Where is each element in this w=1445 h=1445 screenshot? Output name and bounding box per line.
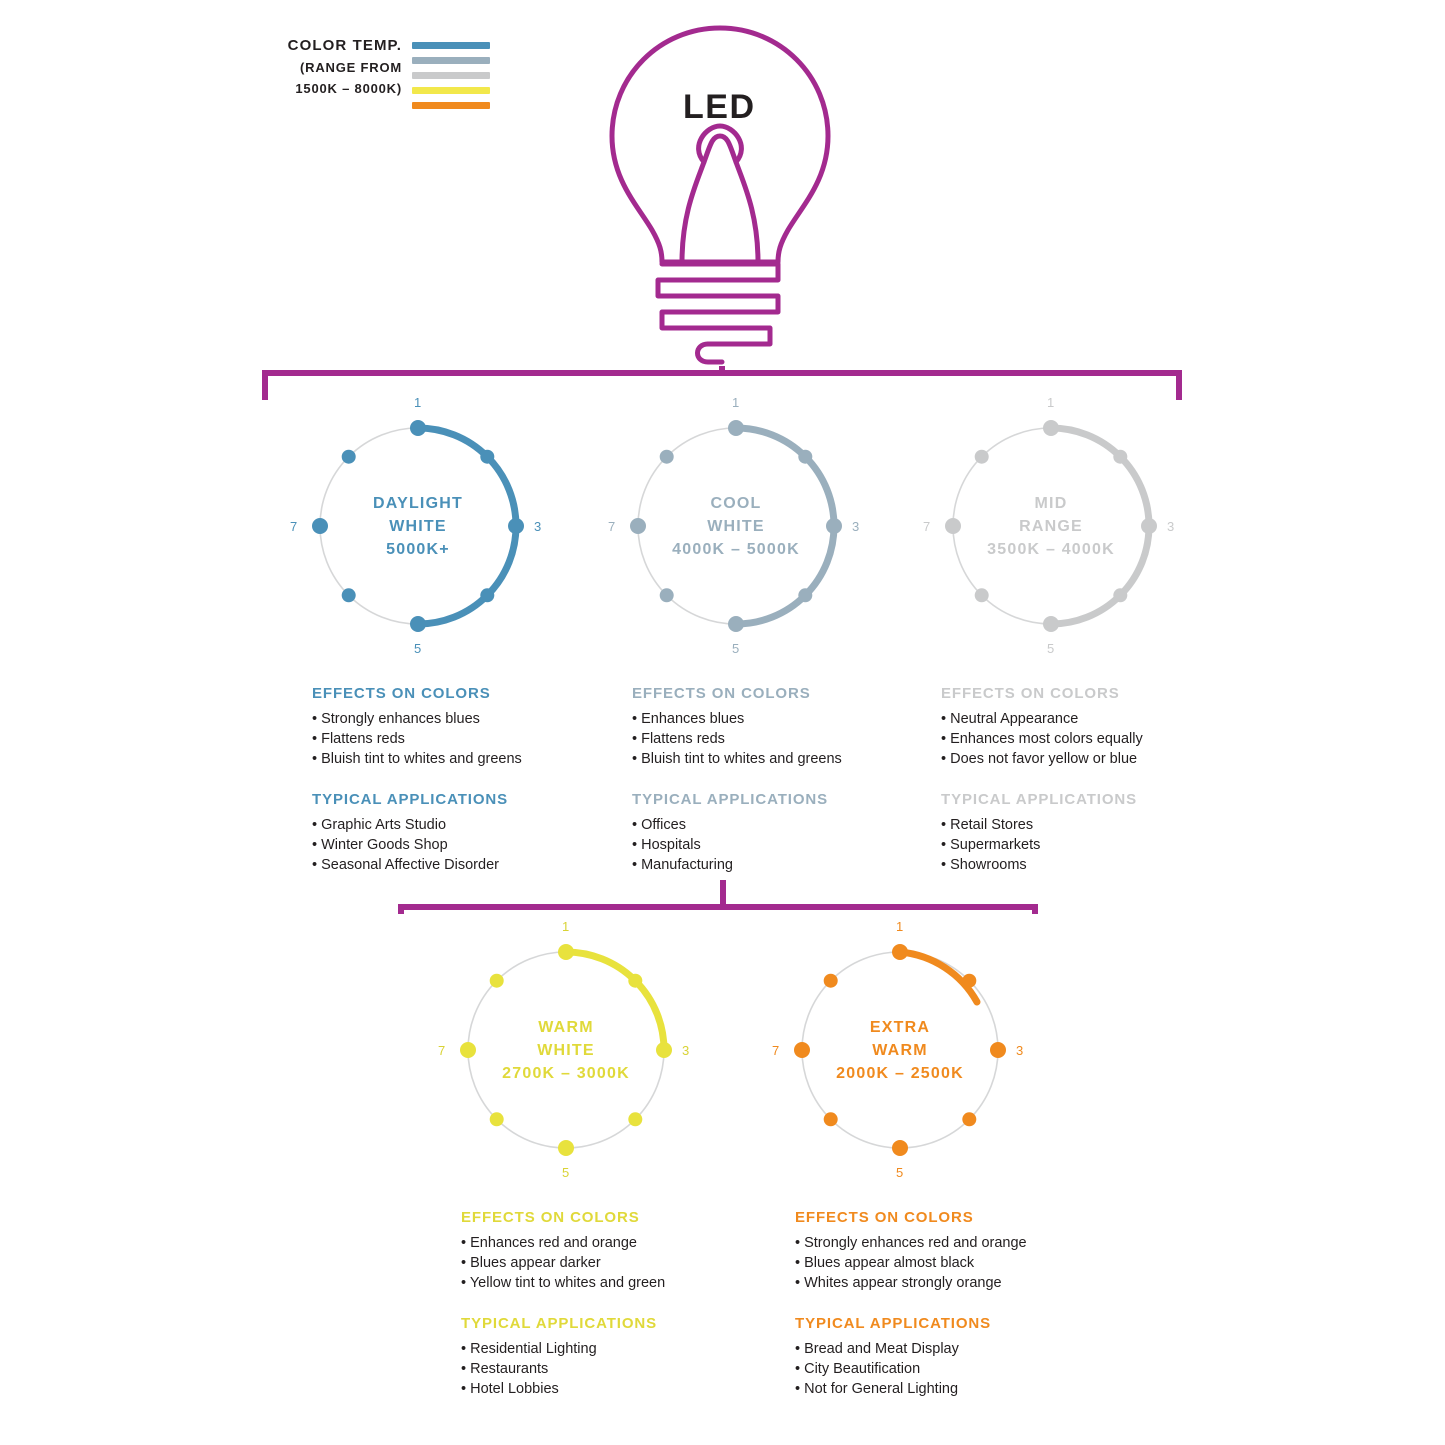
legend-swatch-extra-warm bbox=[412, 102, 490, 109]
dial-tick-7: 7 bbox=[608, 519, 616, 534]
dial-tick-5: 5 bbox=[1047, 641, 1055, 656]
list-item: • Whites appear strongly orange bbox=[795, 1275, 1002, 1291]
textblock-cool-white bbox=[632, 685, 882, 875]
list-item: • Restaurants bbox=[461, 1361, 549, 1377]
dial-tick-3: 3 bbox=[852, 519, 860, 534]
dial-title-line3: 2000K – 2500K bbox=[836, 1064, 964, 1082]
list-item: • Does not favor yellow or blue bbox=[941, 751, 1138, 767]
list-item: • City Beautification bbox=[795, 1361, 921, 1377]
textblock-daylight-white bbox=[312, 685, 562, 875]
effects-list-daylight-white bbox=[312, 709, 562, 769]
list-item: • Showrooms bbox=[941, 857, 1027, 873]
list-item: • Bluish tint to whites and greens bbox=[632, 751, 842, 767]
list-item: • Strongly enhances red and orange bbox=[795, 1235, 1027, 1251]
legend-swatches bbox=[412, 36, 490, 109]
applications-list-cool-white bbox=[632, 815, 882, 875]
list-item: • Flattens reds bbox=[312, 731, 405, 747]
legend-subtitle-line2: 1500K – 8000K) bbox=[295, 81, 402, 96]
legend-swatch-daylight-white bbox=[412, 42, 490, 49]
dial-tick-3: 3 bbox=[682, 1043, 690, 1058]
top-bracket-connector bbox=[262, 366, 1182, 405]
applications-list-mid-range bbox=[941, 815, 1191, 875]
list-item: • Residential Lighting bbox=[461, 1341, 597, 1357]
dial-title-line1: MID bbox=[1034, 494, 1068, 512]
dial-cool-white bbox=[608, 395, 860, 656]
dial-tick-5: 5 bbox=[562, 1165, 570, 1180]
textblock-mid-range bbox=[941, 685, 1191, 875]
list-item: • Bluish tint to whites and greens bbox=[312, 751, 522, 767]
dial-mid-range bbox=[923, 395, 1175, 656]
applications-list-daylight-white bbox=[312, 815, 562, 875]
dial-title-line3: 5000K+ bbox=[386, 540, 450, 558]
dial-tick-3: 3 bbox=[1167, 519, 1175, 534]
dial-title-line2: WHITE bbox=[537, 1041, 595, 1059]
list-item: • Neutral Appearance bbox=[941, 711, 1079, 727]
applications-heading-daylight-white: TYPICAL APPLICATIONS bbox=[312, 791, 509, 808]
list-item: • Graphic Arts Studio bbox=[312, 817, 447, 833]
list-item: • Not for General Lighting bbox=[795, 1381, 959, 1397]
dial-title-line3: 4000K – 5000K bbox=[672, 540, 800, 558]
applications-list-warm-white bbox=[461, 1339, 711, 1399]
dial-title-line1: DAYLIGHT bbox=[373, 494, 463, 512]
list-item: • Yellow tint to whites and green bbox=[461, 1275, 666, 1291]
list-item: • Seasonal Affective Disorder bbox=[312, 857, 499, 873]
dial-tick-1: 1 bbox=[896, 919, 904, 934]
dial-label-daylight-white bbox=[310, 418, 526, 634]
dial-daylight-white bbox=[290, 395, 542, 656]
applications-heading-extra-warm: TYPICAL APPLICATIONS bbox=[795, 1315, 992, 1332]
effects-list-extra-warm bbox=[795, 1233, 1085, 1293]
dial-label-warm-white bbox=[458, 942, 674, 1158]
effects-heading-extra-warm: EFFECTS ON COLORS bbox=[795, 1209, 974, 1226]
list-item: • Enhances red and orange bbox=[461, 1235, 637, 1251]
dial-tick-1: 1 bbox=[1047, 395, 1055, 410]
textblock-warm-white bbox=[461, 1209, 711, 1399]
applications-heading-mid-range: TYPICAL APPLICATIONS bbox=[941, 791, 1138, 808]
dial-label-cool-white bbox=[628, 418, 844, 634]
list-item: • Bread and Meat Display bbox=[795, 1341, 959, 1357]
effects-heading-warm-white: EFFECTS ON COLORS bbox=[461, 1209, 640, 1226]
legend-swatch-warm-white bbox=[412, 87, 490, 94]
dial-title-line2: WHITE bbox=[389, 517, 447, 535]
dial-title-line2: RANGE bbox=[1019, 517, 1083, 535]
legend-title: COLOR TEMP. bbox=[287, 37, 402, 54]
effects-heading-cool-white: EFFECTS ON COLORS bbox=[632, 685, 811, 702]
effects-list-warm-white bbox=[461, 1233, 711, 1293]
dial-tick-7: 7 bbox=[923, 519, 931, 534]
dial-tick-1: 1 bbox=[732, 395, 740, 410]
dial-title-line3: 3500K – 4000K bbox=[987, 540, 1115, 558]
dial-title-line2: WARM bbox=[872, 1041, 928, 1059]
dial-tick-7: 7 bbox=[290, 519, 298, 534]
led-bulb-illustration bbox=[590, 18, 850, 383]
dial-tick-5: 5 bbox=[414, 641, 422, 656]
list-item: • Retail Stores bbox=[941, 817, 1034, 833]
bulb-label: LED bbox=[683, 88, 756, 126]
applications-heading-warm-white: TYPICAL APPLICATIONS bbox=[461, 1315, 658, 1332]
dial-tick-7: 7 bbox=[772, 1043, 780, 1058]
legend-text bbox=[272, 36, 412, 98]
dial-tick-7: 7 bbox=[438, 1043, 446, 1058]
list-item: • Hospitals bbox=[632, 837, 701, 853]
list-item: • Winter Goods Shop bbox=[312, 837, 448, 853]
list-item: • Enhances blues bbox=[632, 711, 745, 727]
applications-list-extra-warm bbox=[795, 1339, 1085, 1399]
dial-warm-white bbox=[438, 919, 690, 1180]
list-item: • Blues appear almost black bbox=[795, 1255, 975, 1271]
effects-heading-mid-range: EFFECTS ON COLORS bbox=[941, 685, 1120, 702]
list-item: • Strongly enhances blues bbox=[312, 711, 480, 727]
dial-tick-5: 5 bbox=[732, 641, 740, 656]
legend-swatch-cool-white bbox=[412, 57, 490, 64]
dial-title-line2: WHITE bbox=[707, 517, 765, 535]
dial-tick-5: 5 bbox=[896, 1165, 904, 1180]
effects-list-mid-range bbox=[941, 709, 1191, 769]
list-item: • Manufacturing bbox=[632, 857, 733, 873]
list-item: • Blues appear darker bbox=[461, 1255, 601, 1271]
dial-label-mid-range bbox=[943, 418, 1159, 634]
legend-swatch-mid-range bbox=[412, 72, 490, 79]
legend-subtitle-line1: (RANGE FROM bbox=[300, 60, 402, 75]
applications-heading-cool-white: TYPICAL APPLICATIONS bbox=[632, 791, 829, 808]
dial-tick-1: 1 bbox=[562, 919, 570, 934]
color-temp-legend bbox=[272, 36, 502, 109]
bottom-bracket-connector bbox=[398, 880, 1038, 919]
list-item: • Offices bbox=[632, 817, 686, 833]
dial-tick-1: 1 bbox=[414, 395, 422, 410]
textblock-extra-warm bbox=[795, 1209, 1085, 1399]
dial-title-line1: WARM bbox=[538, 1018, 594, 1036]
dial-extra-warm bbox=[772, 919, 1024, 1180]
dial-tick-3: 3 bbox=[1016, 1043, 1024, 1058]
list-item: • Flattens reds bbox=[632, 731, 725, 747]
list-item: • Supermarkets bbox=[941, 837, 1041, 853]
dial-title-line1: COOL bbox=[710, 494, 762, 512]
dial-tick-3: 3 bbox=[534, 519, 542, 534]
effects-heading-daylight-white: EFFECTS ON COLORS bbox=[312, 685, 491, 702]
dial-title-line3: 2700K – 3000K bbox=[502, 1064, 630, 1082]
list-item: • Hotel Lobbies bbox=[461, 1381, 559, 1397]
dial-title-line1: EXTRA bbox=[869, 1018, 931, 1036]
effects-list-cool-white bbox=[632, 709, 882, 769]
list-item: • Enhances most colors equally bbox=[941, 731, 1143, 747]
dial-label-extra-warm bbox=[792, 942, 1008, 1158]
